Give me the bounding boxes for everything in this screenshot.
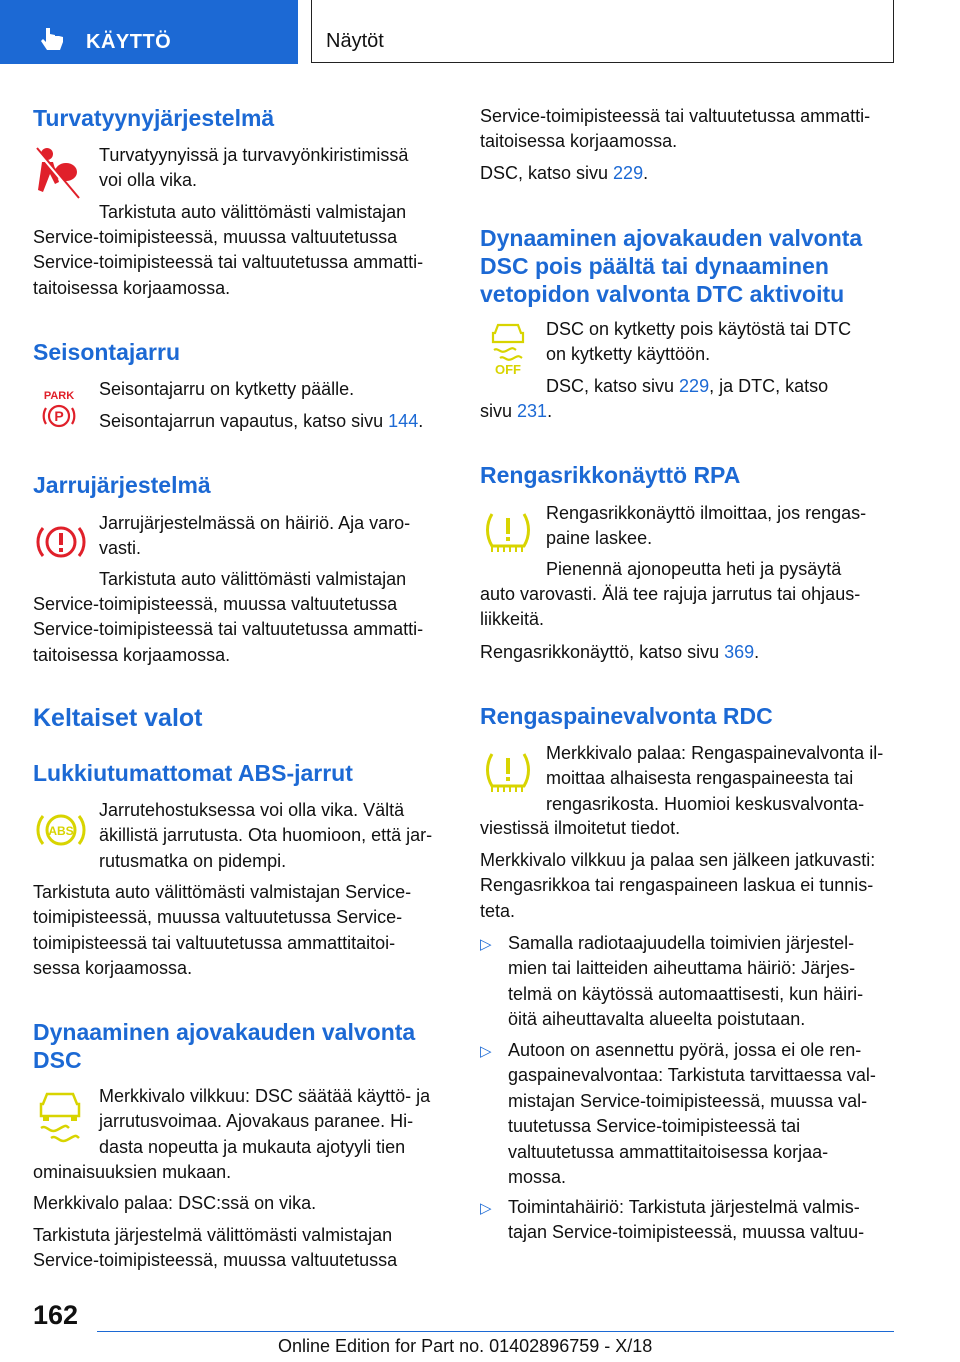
dsc-off-icon xyxy=(490,322,526,376)
abs-icon-label: ABS xyxy=(48,824,74,838)
dsc-off-text-2a: DSC, katso sivu 229, ja DTC, katso xyxy=(546,376,829,396)
parking-brake-heading: Seisontajarru xyxy=(33,339,180,365)
parking-text-1: Seisontajarru on kytketty päälle. xyxy=(99,379,355,399)
abs-heading: Lukkiutumattomat ABS-jarrut xyxy=(33,760,353,786)
dsc-page-link[interactable]: 229 xyxy=(613,163,644,183)
rdc-heading: Rengaspainevalvonta RDC xyxy=(480,703,773,729)
airbag-text-2b: Service-toimipisteessä, muussa valtuutetussa Service-toimipisteessä tai valtuutetussa ammatti‐ taitoisessa korjaamossa. xyxy=(33,227,424,298)
dsc-off-icon-label: OFF xyxy=(495,362,521,376)
bullet-marker: ▷ xyxy=(480,1043,492,1060)
dsc-off-text-2b: sivu 231. xyxy=(480,401,553,421)
rpa-text-2a: Pienennä ajonopeutta heti ja pysäytä xyxy=(546,559,842,579)
dsc-warning-icon xyxy=(35,1090,85,1144)
brake-system-heading: Jarrujärjestelmä xyxy=(33,472,211,498)
footer-divider xyxy=(97,1331,894,1332)
hand-pointer-icon xyxy=(40,26,68,54)
bullet-marker: ▷ xyxy=(480,1200,492,1217)
dsc-off-text-1: DSC on kytketty pois käytöstä tai DTC on kytketty käyttöön. xyxy=(546,319,852,365)
airbag-warning-icon xyxy=(33,146,81,202)
rpa-text-1: Rengasrikkonäyttö ilmoittaa, jos rengas‐ paine laskee. xyxy=(546,503,867,549)
rdc-bullet-2: Autoon on asennettu pyörä, jossa ei ole ren‐ gaspainevalvontaa: Tarkistuta tarvittaessa val‐ mistajan Service-toimipisteessä, muussa val‐ tuutetussa Service-toimipisteessä tai valtuutetussa ammattitaitoisessa korjaa‐ mossa. xyxy=(508,1040,876,1188)
rpa-text-2b: auto varovasti. Älä tee rajuja jarrutus tai ohjaus‐ liikkeitä. xyxy=(480,584,861,630)
dsc-text-2: Merkkivalo palaa: DSC:ssä on vika. xyxy=(33,1193,317,1213)
parking-text-2: Seisontajarrun vapautus, katso sivu 144. xyxy=(99,411,424,431)
rpa-heading: Rengasrikkonäyttö RPA xyxy=(480,462,741,488)
rdc-text-1a: Merkkivalo palaa: Rengaspainevalvonta il‐ moittaa alhaisesta rengaspaineesta tai rengasrikosta. Huomioi keskusvalvonta‐ xyxy=(546,743,884,814)
yellow-lights-heading: Keltaiset valot xyxy=(33,704,203,732)
rpa-page-link[interactable]: 369 xyxy=(724,642,755,662)
airbag-text-1: Turvatyynyissä ja turvavyönkiristimissä voi olla vika. xyxy=(99,145,409,191)
bullet-marker: ▷ xyxy=(480,936,492,953)
abs-text-2: Tarkistuta auto välittömästi valmistajan Service- toimipisteessä, muussa valtuutetussa Service- toimipisteessä tai valtuutetussa ammattitaitoi‐ sessa korjaamossa. xyxy=(33,882,412,979)
edition-text: Online Edition for Part no. 01402896759 - X/18 xyxy=(278,1336,653,1356)
section-tab[interactable] xyxy=(0,0,298,64)
page-number: 162 xyxy=(33,1300,79,1330)
airbag-text-2a: Tarkistuta auto välittömästi valmistajan xyxy=(99,202,407,222)
dsc-off-page-link-2[interactable]: 231 xyxy=(517,401,548,421)
chapter-title: Näytöt xyxy=(326,30,384,52)
parking-brake-icon xyxy=(37,389,81,429)
parking-icon-label: PARK xyxy=(43,390,75,402)
parking-icon-letter: P xyxy=(54,408,64,424)
parking-page-link[interactable]: 144 xyxy=(388,411,419,431)
abs-warning-icon xyxy=(35,808,87,852)
brake-text-2a: Tarkistuta auto välittömästi valmistajan xyxy=(99,569,407,589)
brake-text-2b: Service-toimipisteessä, muussa valtuutetussa Service-toimipisteessä tai valtuutetussa ammatti‐ taitoisessa korjaamossa. xyxy=(33,594,424,665)
dsc-ref-text: DSC, katso sivu 229. xyxy=(480,163,649,183)
rdc-warning-icon xyxy=(484,750,532,796)
section-title: KÄYTTÖ xyxy=(86,31,172,53)
dsc-off-heading: Dynaaminen ajovakauden valvonta DSC pois päältä tai dynaaminen vetopidon valvonta DTC aktivoitu xyxy=(480,225,863,307)
continued-text: Service-toimipisteessä tai valtuutetussa ammatti‐ taitoisessa korjaamossa. xyxy=(480,106,871,152)
airbag-heading: Turvatyynyjärjestelmä xyxy=(33,105,275,131)
dsc-text-1a: Merkkivalo vilkkuu: DSC säätää käyttö- ja jarrutusvoimaa. Ajovakaus paranee. Hi‐ dasta nopeutta ja mukauta ajotyyli tien xyxy=(99,1086,431,1157)
dsc-text-3: Tarkistuta järjestelmä välittömästi valmistajan Service-toimipisteessä, muussa valtuutetussa xyxy=(33,1225,398,1271)
chapter-tab xyxy=(311,0,894,63)
rdc-text-2: Merkkivalo vilkkuu ja palaa sen jälkeen jatkuvasti: Rengasrikkoa tai rengaspaineen laskua ei tunnis‐ teta. xyxy=(480,850,876,921)
dsc-off-page-link-1[interactable]: 229 xyxy=(679,376,710,396)
rdc-bullet-3: Toimintahäiriö: Tarkistuta järjestelmä valmis‐ tajan Service-toimipisteessä, muussa valtuu‐ xyxy=(508,1197,865,1243)
abs-text-1: Jarrutehostuksessa voi olla vika. Vältä äkillistä jarrutusta. Ota huomioon, että jar‐ rutusmatka on pidempi. xyxy=(99,800,433,871)
rpa-text-3: Rengasrikkonäyttö, katso sivu 369. xyxy=(480,642,760,662)
dsc-heading: Dynaaminen ajovakauden valvonta DSC xyxy=(33,1019,416,1073)
rdc-bullet-1: Samalla radiotaajuudella toimivien järjestel‐ mien tai laitteiden aiheuttama häiriö: Järjes‐ telmä on käytössä automaattisesti, kun häiri‐ öitä aiheuttavalta alueelta poistutaan. xyxy=(508,933,864,1030)
tire-pressure-warning-icon xyxy=(484,510,532,556)
brake-text-1: Jarrujärjestelmässä on häiriö. Aja varo‐ vasti. xyxy=(99,513,411,559)
dsc-text-1b: ominaisuuksien mukaan. xyxy=(33,1162,232,1182)
brake-warning-icon xyxy=(35,520,87,564)
rdc-text-1b: viestissä ilmoitetut tiedot. xyxy=(480,818,681,838)
